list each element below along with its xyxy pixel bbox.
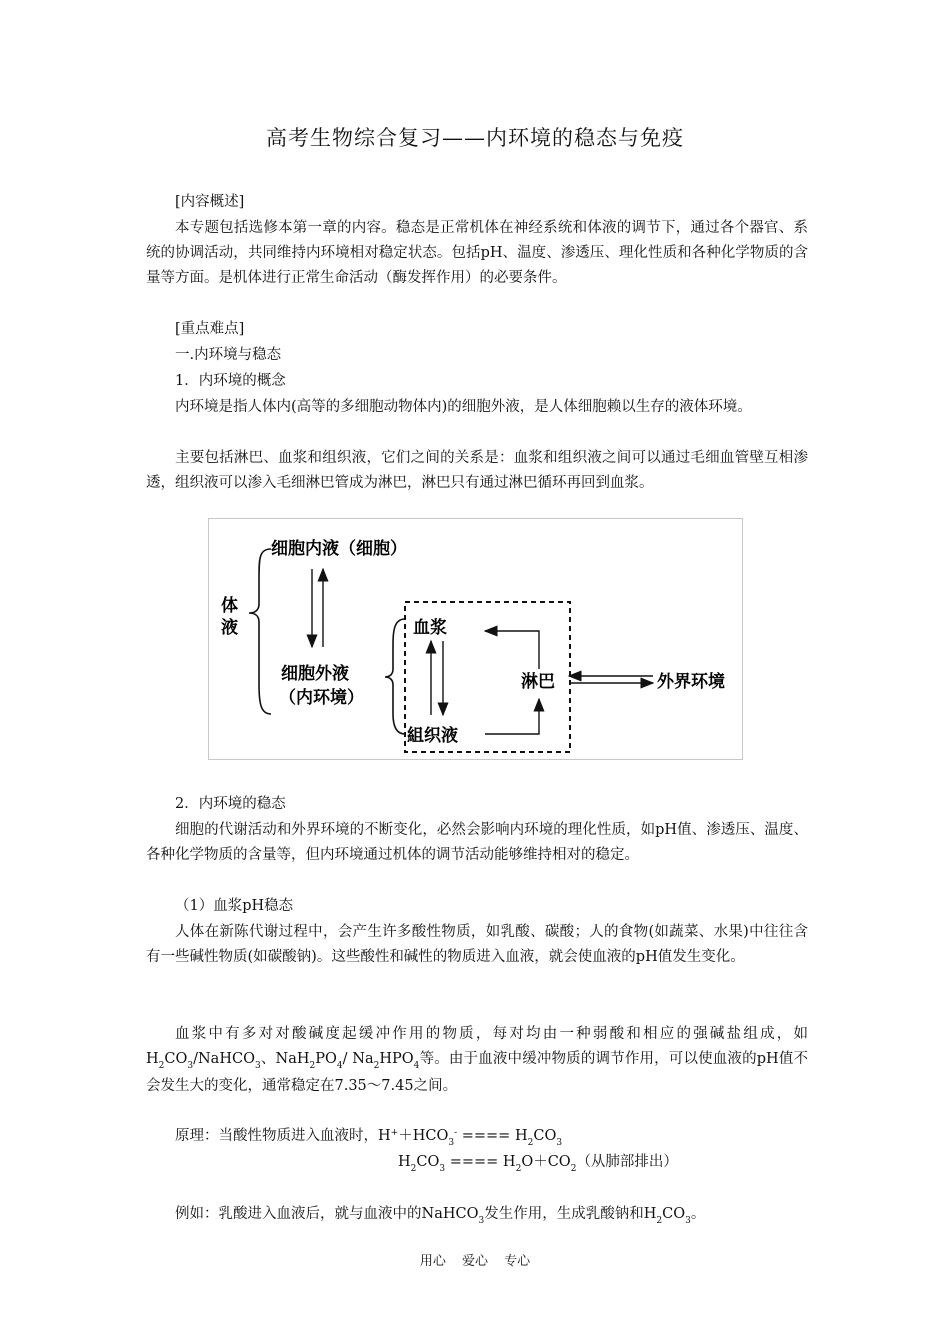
overview-heading: [内容概述] [175,194,245,210]
section-heading: 一.内环境与稳态 [175,347,282,363]
page-title: 高考生物综合复习——内环境的稳态与免疫 [266,126,684,150]
overview-text: 本专题包括选修本第一章的内容。稳态是正常机体在神经系统和体液的调节下，通过各个器官、系统的协调活动，共同维持内环境相对稳定状态。包括pH、温度、渗透压、理化性质和各种化学物质的含量等方面。是机体进行正常生命活动（酶发挥作用）的必要条件。 [146,220,808,286]
buffer-text-b: 等。由于血液中缓冲物质的调节作用，可以使血液的pH值不会发生大的变化，通常稳定在7.35～7.45之间。 [146,1051,809,1094]
equals-sign-1: ==== [461,1128,511,1144]
principle-equation-2: $H_2CO_3$ ==== $H_2O+CO_2$（从肺部排出） [398,1154,678,1174]
intracellular-label: 细胞内液（细胞） [271,539,407,559]
definition-text: 内环境是指人体内(高等的多细胞动物体内)的细胞外液，是人体细胞赖以生存的液体环境。 [175,399,752,415]
buffer-text-a: 血浆中有多对对酸碱度起缓冲作用的物质，每对均由一种弱酸和相应的强碱盐组成，如 [175,1026,808,1042]
lymph-label: 淋巴 [521,672,555,692]
principle-line [175,1124,562,1151]
buffer-text [146,1022,808,1099]
principle-equation-1: $H^++HCO_3^-$ ==== $H_2CO_3$ [378,1128,563,1148]
body-fluid-brace [249,549,271,714]
tissue-to-lymph-arrow [485,699,539,734]
body-fluid-diagram [208,518,743,760]
lymph-to-plasma-arrow [485,631,539,669]
keypoints-heading: [重点难点] [175,321,245,337]
internal-environment-label: （内环境） [279,688,364,708]
homeostasis-text: 细胞的代谢活动和外界环境的不断变化，必然会影响内环境的理化性质，如pH值、渗透压、温度、各种化学物质的含量等，但内环境通过机体的调节活动能够维持相对的稳定。 [146,822,808,863]
from-lungs-note: （从肺部排出） [576,1154,678,1170]
buffer-formulas: $H_2CO_3/NaHCO_3$、$NaH_2PO_4/$ $Na_2HPO_4$ [146,1051,420,1071]
ph-heading: （1）血浆pH稳态 [175,898,294,914]
item-heading: 1．内环境的概念 [175,373,286,389]
body-fluid-label [221,595,238,638]
tissue-fluid-label: 組织液 [407,726,458,746]
external-environment-label: 外界环境 [657,672,725,692]
plasma-label: 血浆 [413,618,447,638]
footer: 用心 爱心 专心 [419,1254,531,1269]
body-fluid-char-1: 体 [221,596,238,616]
body-fluid-char-2: 液 [221,618,238,638]
example-period: 。 [690,1206,706,1222]
example-a: 例如：乳酸进入血液后，就与血液中的 [175,1206,422,1222]
example-line: 例如：乳酸进入血液后，就与血液中的NaHCO$_3$发生作用，生成乳酸钠和$H_2CO_3$。 [175,1206,706,1226]
extracellular-brace [385,619,405,734]
example-b: 发生作用，生成乳酸钠和 [484,1206,644,1222]
item2-heading: 2．内环境的稳态 [175,796,286,812]
extracellular-label: 细胞外液 [281,664,349,684]
principle-label: 原理：当酸性物质进入血液时， [175,1128,378,1144]
ph-text: 人体在新陈代谢过程中，会产生许多酸性物质，如乳酸、碳酸；人的食物(如蔬菜、水果)中往往含有一些碱性物质(如碳酸钠)。这些酸性和碱性的物质进入血液，就会使血液的pH值发生变化。 [146,924,808,965]
equals-sign-2: ==== [449,1154,499,1170]
relation-text: 主要包括淋巴、血浆和组织液，它们之间的关系是：血浆和组织液之间可以通过毛细血管壁互相渗透，组织液可以渗入毛细淋巴管成为淋巴，淋巴只有通过淋巴循环再回到血浆。 [146,450,808,491]
